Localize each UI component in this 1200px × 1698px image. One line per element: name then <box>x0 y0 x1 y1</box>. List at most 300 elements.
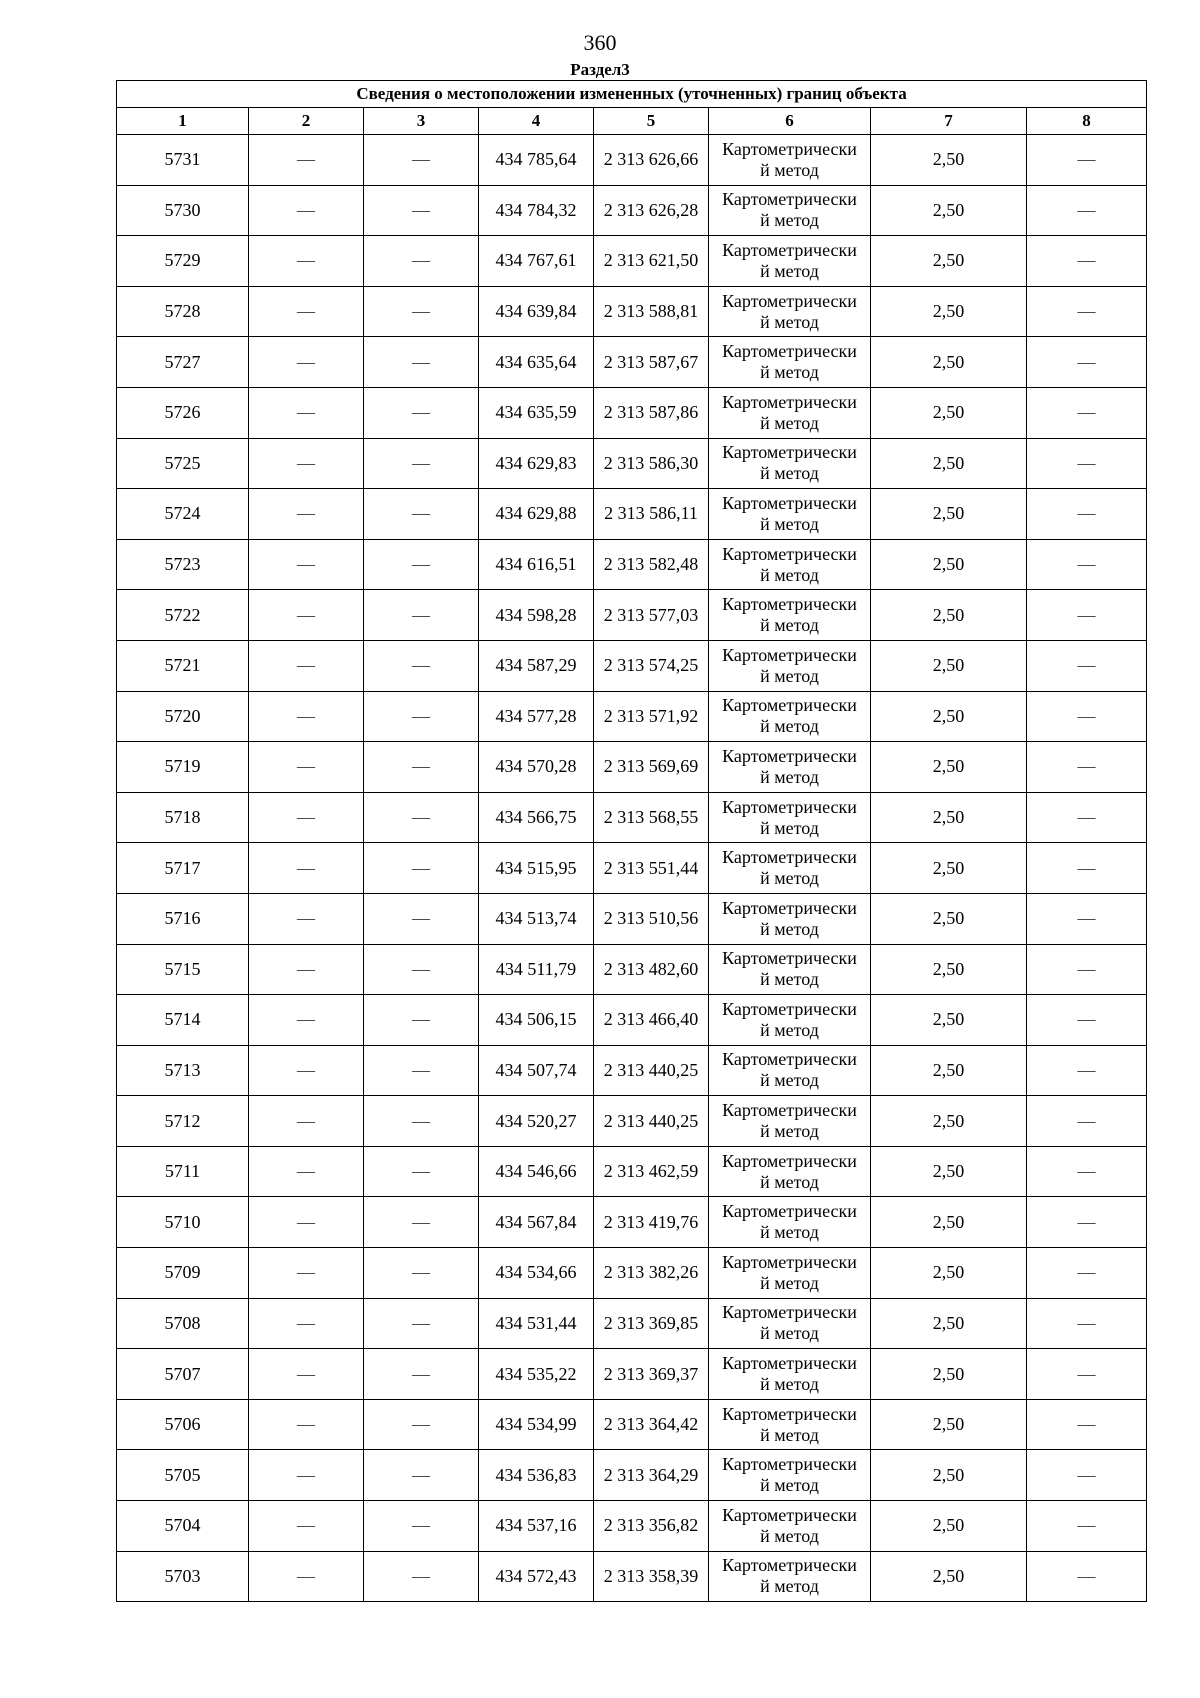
x-coordinate-cell: 434 535,22 <box>479 1349 594 1400</box>
col8-cell: — <box>1027 135 1147 186</box>
x-coordinate-cell: 434 629,88 <box>479 489 594 540</box>
y-coordinate-cell: 2 313 364,42 <box>594 1399 709 1450</box>
point-number-cell: 5720 <box>117 691 249 742</box>
method-cell <box>709 893 871 944</box>
page-number: 360 <box>583 30 617 55</box>
y-coordinate-cell: 2 313 358,39 <box>594 1551 709 1602</box>
table-row <box>117 1248 1147 1299</box>
method-cell <box>709 1349 871 1400</box>
x-coordinate-cell: 434 507,74 <box>479 1045 594 1096</box>
accuracy-cell: 2,50 <box>871 742 1027 793</box>
method-line-1: Картометрически <box>722 391 857 412</box>
method-line-1: Картометрически <box>722 1201 857 1222</box>
table-row <box>117 691 1147 742</box>
col2-cell: — <box>249 135 364 186</box>
y-coordinate-cell: 2 313 577,03 <box>594 590 709 641</box>
x-coordinate-cell: 434 598,28 <box>479 590 594 641</box>
col8-cell: — <box>1027 691 1147 742</box>
point-number-cell: 5705 <box>117 1450 249 1501</box>
col2-cell: — <box>249 1248 364 1299</box>
method-line-2: й метод <box>760 513 819 534</box>
col3-cell: — <box>364 742 479 793</box>
method-cell <box>709 185 871 236</box>
col3-cell: — <box>364 185 479 236</box>
col2-cell: — <box>249 1450 364 1501</box>
col8-cell: — <box>1027 1551 1147 1602</box>
point-number-cell: 5704 <box>117 1501 249 1552</box>
col8-cell: — <box>1027 1045 1147 1096</box>
method-line-2: й метод <box>760 1374 819 1395</box>
point-number-cell: 5717 <box>117 843 249 894</box>
method-cell <box>709 236 871 287</box>
accuracy-cell: 2,50 <box>871 843 1027 894</box>
col2-cell: — <box>249 792 364 843</box>
col8-cell: — <box>1027 236 1147 287</box>
y-coordinate-cell: 2 313 586,11 <box>594 489 709 540</box>
col8-cell: — <box>1027 893 1147 944</box>
method-line-2: й метод <box>760 665 819 686</box>
table-row <box>117 1450 1147 1501</box>
col3-cell: — <box>364 539 479 590</box>
method-line-1: Картометрически <box>722 1504 857 1525</box>
col2-cell: — <box>249 1501 364 1552</box>
method-line-2: й метод <box>760 1171 819 1192</box>
method-cell <box>709 590 871 641</box>
x-coordinate-cell: 434 536,83 <box>479 1450 594 1501</box>
method-cell <box>709 1501 871 1552</box>
accuracy-cell: 2,50 <box>871 489 1027 540</box>
accuracy-cell: 2,50 <box>871 185 1027 236</box>
col8-cell: — <box>1027 1298 1147 1349</box>
x-coordinate-cell: 434 506,15 <box>479 995 594 1046</box>
point-number-cell: 5718 <box>117 792 249 843</box>
col3-cell: — <box>364 387 479 438</box>
col2-cell: — <box>249 691 364 742</box>
accuracy-cell: 2,50 <box>871 337 1027 388</box>
point-number-cell: 5710 <box>117 1197 249 1248</box>
col2-cell: — <box>249 590 364 641</box>
col2-cell: — <box>249 893 364 944</box>
point-number-cell: 5714 <box>117 995 249 1046</box>
col8-cell: — <box>1027 792 1147 843</box>
y-coordinate-cell: 2 313 440,25 <box>594 1096 709 1147</box>
point-number-cell: 5723 <box>117 539 249 590</box>
accuracy-cell: 2,50 <box>871 893 1027 944</box>
point-number-cell: 5719 <box>117 742 249 793</box>
col2-cell: — <box>249 995 364 1046</box>
col8-cell: — <box>1027 1399 1147 1450</box>
y-coordinate-cell: 2 313 587,67 <box>594 337 709 388</box>
col2-cell: — <box>249 539 364 590</box>
col8-cell: — <box>1027 1450 1147 1501</box>
col2-cell: — <box>249 1045 364 1096</box>
method-line-2: й метод <box>760 615 819 636</box>
method-cell <box>709 135 871 186</box>
method-line-2: й метод <box>760 159 819 180</box>
table-row <box>117 944 1147 995</box>
table-row <box>117 1349 1147 1400</box>
col8-cell: — <box>1027 1501 1147 1552</box>
method-line-2: й метод <box>760 1121 819 1142</box>
col2-cell: — <box>249 1197 364 1248</box>
point-number-cell: 5716 <box>117 893 249 944</box>
table-row <box>117 1501 1147 1552</box>
table-row <box>117 640 1147 691</box>
method-cell <box>709 337 871 388</box>
x-coordinate-cell: 434 534,66 <box>479 1248 594 1299</box>
accuracy-cell: 2,50 <box>871 1551 1027 1602</box>
table-row <box>117 1399 1147 1450</box>
method-line-1: Картометрически <box>722 998 857 1019</box>
method-cell <box>709 438 871 489</box>
method-line-2: й метод <box>760 1272 819 1293</box>
col8-cell: — <box>1027 1248 1147 1299</box>
col3-cell: — <box>364 1197 479 1248</box>
method-line-2: й метод <box>760 1323 819 1344</box>
x-coordinate-cell: 434 520,27 <box>479 1096 594 1147</box>
table-row <box>117 438 1147 489</box>
y-coordinate-cell: 2 313 462,59 <box>594 1146 709 1197</box>
method-cell <box>709 1146 871 1197</box>
col8-cell: — <box>1027 337 1147 388</box>
col3-cell: — <box>364 1146 479 1197</box>
col2-cell: — <box>249 1551 364 1602</box>
y-coordinate-cell: 2 313 571,92 <box>594 691 709 742</box>
col2-cell: — <box>249 742 364 793</box>
col8-cell: — <box>1027 286 1147 337</box>
point-number-cell: 5728 <box>117 286 249 337</box>
x-coordinate-cell: 434 577,28 <box>479 691 594 742</box>
method-cell <box>709 1096 871 1147</box>
col8-cell: — <box>1027 590 1147 641</box>
table-row <box>117 1197 1147 1248</box>
x-coordinate-cell: 434 534,99 <box>479 1399 594 1450</box>
y-coordinate-cell: 2 313 582,48 <box>594 539 709 590</box>
column-header: 1 <box>117 108 249 135</box>
point-number-cell: 5708 <box>117 1298 249 1349</box>
col8-cell: — <box>1027 185 1147 236</box>
col8-cell: — <box>1027 1197 1147 1248</box>
col3-cell: — <box>364 590 479 641</box>
col8-cell: — <box>1027 995 1147 1046</box>
method-line-1: Картометрически <box>722 897 857 918</box>
point-number-cell: 5721 <box>117 640 249 691</box>
y-coordinate-cell: 2 313 574,25 <box>594 640 709 691</box>
method-line-2: й метод <box>760 1576 819 1597</box>
method-line-1: Картометрически <box>722 239 857 260</box>
column-header: 7 <box>871 108 1027 135</box>
y-coordinate-cell: 2 313 356,82 <box>594 1501 709 1552</box>
col8-cell: — <box>1027 1146 1147 1197</box>
y-coordinate-cell: 2 313 626,66 <box>594 135 709 186</box>
method-line-1: Картометрически <box>722 948 857 969</box>
y-coordinate-cell: 2 313 440,25 <box>594 1045 709 1096</box>
accuracy-cell: 2,50 <box>871 944 1027 995</box>
accuracy-cell: 2,50 <box>871 1501 1027 1552</box>
table-row <box>117 1045 1147 1096</box>
method-cell <box>709 1045 871 1096</box>
x-coordinate-cell: 434 570,28 <box>479 742 594 793</box>
method-line-2: й метод <box>760 463 819 484</box>
accuracy-cell: 2,50 <box>871 539 1027 590</box>
method-cell <box>709 640 871 691</box>
x-coordinate-cell: 434 566,75 <box>479 792 594 843</box>
accuracy-cell: 2,50 <box>871 1399 1027 1450</box>
method-line-1: Картометрически <box>722 189 857 210</box>
point-number-cell: 5707 <box>117 1349 249 1400</box>
col3-cell: — <box>364 995 479 1046</box>
column-header: 3 <box>364 108 479 135</box>
method-line-1: Картометрически <box>722 543 857 564</box>
point-number-cell: 5711 <box>117 1146 249 1197</box>
x-coordinate-cell: 434 537,16 <box>479 1501 594 1552</box>
method-line-1: Картометрически <box>722 1302 857 1323</box>
column-header: 8 <box>1027 108 1147 135</box>
col2-cell: — <box>249 286 364 337</box>
y-coordinate-cell: 2 313 626,28 <box>594 185 709 236</box>
col2-cell: — <box>249 387 364 438</box>
accuracy-cell: 2,50 <box>871 1096 1027 1147</box>
point-number-cell: 5713 <box>117 1045 249 1096</box>
table-header-row <box>117 108 1147 135</box>
point-number-cell: 5724 <box>117 489 249 540</box>
y-coordinate-cell: 2 313 551,44 <box>594 843 709 894</box>
point-number-cell: 5727 <box>117 337 249 388</box>
accuracy-cell: 2,50 <box>871 438 1027 489</box>
method-line-1: Картометрически <box>722 1150 857 1171</box>
table-row <box>117 995 1147 1046</box>
method-cell <box>709 742 871 793</box>
method-line-1: Картометрически <box>722 745 857 766</box>
method-cell <box>709 995 871 1046</box>
x-coordinate-cell: 434 784,32 <box>479 185 594 236</box>
x-coordinate-cell: 434 546,66 <box>479 1146 594 1197</box>
col2-cell: — <box>249 1349 364 1400</box>
method-cell <box>709 1298 871 1349</box>
col8-cell: — <box>1027 539 1147 590</box>
method-line-1: Картометрически <box>722 1403 857 1424</box>
method-line-2: й метод <box>760 362 819 383</box>
col3-cell: — <box>364 1349 479 1400</box>
x-coordinate-cell: 434 629,83 <box>479 438 594 489</box>
method-line-2: й метод <box>760 564 819 585</box>
point-number-cell: 5725 <box>117 438 249 489</box>
y-coordinate-cell: 2 313 369,37 <box>594 1349 709 1400</box>
method-cell <box>709 792 871 843</box>
col2-cell: — <box>249 640 364 691</box>
point-number-cell: 5703 <box>117 1551 249 1602</box>
y-coordinate-cell: 2 313 482,60 <box>594 944 709 995</box>
column-header: 5 <box>594 108 709 135</box>
table-row <box>117 792 1147 843</box>
method-line-2: й метод <box>760 716 819 737</box>
col3-cell: — <box>364 893 479 944</box>
x-coordinate-cell: 434 587,29 <box>479 640 594 691</box>
method-line-1: Картометрически <box>722 1555 857 1576</box>
method-line-1: Картометрически <box>722 290 857 311</box>
method-line-2: й метод <box>760 969 819 990</box>
accuracy-cell: 2,50 <box>871 1248 1027 1299</box>
y-coordinate-cell: 2 313 364,29 <box>594 1450 709 1501</box>
accuracy-cell: 2,50 <box>871 1045 1027 1096</box>
method-line-2: й метод <box>760 766 819 787</box>
col8-cell: — <box>1027 387 1147 438</box>
col3-cell: — <box>364 1045 479 1096</box>
table-row <box>117 1298 1147 1349</box>
col2-cell: — <box>249 843 364 894</box>
table-row <box>117 489 1147 540</box>
method-cell <box>709 1399 871 1450</box>
method-line-1: Картометрически <box>722 492 857 513</box>
col2-cell: — <box>249 185 364 236</box>
col3-cell: — <box>364 1399 479 1450</box>
column-header: 6 <box>709 108 871 135</box>
table-row <box>117 742 1147 793</box>
method-line-2: й метод <box>760 1424 819 1445</box>
col2-cell: — <box>249 489 364 540</box>
method-cell <box>709 1248 871 1299</box>
method-line-1: Картометрически <box>722 847 857 868</box>
col3-cell: — <box>364 1501 479 1552</box>
x-coordinate-cell: 434 785,64 <box>479 135 594 186</box>
col8-cell: — <box>1027 438 1147 489</box>
method-line-1: Картометрически <box>722 594 857 615</box>
method-line-2: й метод <box>760 918 819 939</box>
method-cell <box>709 1551 871 1602</box>
coordinates-table <box>116 80 1147 1602</box>
col8-cell: — <box>1027 843 1147 894</box>
method-line-2: й метод <box>760 311 819 332</box>
accuracy-cell: 2,50 <box>871 236 1027 287</box>
col3-cell: — <box>364 489 479 540</box>
col2-cell: — <box>249 1298 364 1349</box>
accuracy-cell: 2,50 <box>871 135 1027 186</box>
x-coordinate-cell: 434 635,59 <box>479 387 594 438</box>
method-line-1: Картометрически <box>722 644 857 665</box>
accuracy-cell: 2,50 <box>871 792 1027 843</box>
y-coordinate-cell: 2 313 419,76 <box>594 1197 709 1248</box>
accuracy-cell: 2,50 <box>871 387 1027 438</box>
x-coordinate-cell: 434 567,84 <box>479 1197 594 1248</box>
col3-cell: — <box>364 1551 479 1602</box>
method-line-1: Картометрически <box>722 138 857 159</box>
col2-cell: — <box>249 438 364 489</box>
method-cell <box>709 539 871 590</box>
col8-cell: — <box>1027 1096 1147 1147</box>
x-coordinate-cell: 434 513,74 <box>479 893 594 944</box>
accuracy-cell: 2,50 <box>871 1450 1027 1501</box>
accuracy-cell: 2,50 <box>871 1146 1027 1197</box>
y-coordinate-cell: 2 313 586,30 <box>594 438 709 489</box>
table-row <box>117 1146 1147 1197</box>
col3-cell: — <box>364 438 479 489</box>
col8-cell: — <box>1027 1349 1147 1400</box>
point-number-cell: 5706 <box>117 1399 249 1450</box>
method-line-2: й метод <box>760 1019 819 1040</box>
col2-cell: — <box>249 944 364 995</box>
col3-cell: — <box>364 1298 479 1349</box>
y-coordinate-cell: 2 313 621,50 <box>594 236 709 287</box>
method-line-1: Картометрически <box>722 1353 857 1374</box>
table-row <box>117 135 1147 186</box>
x-coordinate-cell: 434 639,84 <box>479 286 594 337</box>
method-line-2: й метод <box>760 412 819 433</box>
table-row <box>117 843 1147 894</box>
method-cell <box>709 286 871 337</box>
y-coordinate-cell: 2 313 568,55 <box>594 792 709 843</box>
method-line-1: Картометрически <box>722 1251 857 1272</box>
accuracy-cell: 2,50 <box>871 995 1027 1046</box>
table-row <box>117 236 1147 287</box>
y-coordinate-cell: 2 313 587,86 <box>594 387 709 438</box>
col3-cell: — <box>364 1248 479 1299</box>
col3-cell: — <box>364 640 479 691</box>
method-line-1: Картометрически <box>722 442 857 463</box>
table-row <box>117 1096 1147 1147</box>
method-line-1: Картометрически <box>722 695 857 716</box>
method-line-1: Картометрически <box>722 1049 857 1070</box>
col8-cell: — <box>1027 742 1147 793</box>
col3-cell: — <box>364 792 479 843</box>
table-caption-row <box>117 81 1147 108</box>
table-row <box>117 590 1147 641</box>
col8-cell: — <box>1027 944 1147 995</box>
accuracy-cell: 2,50 <box>871 691 1027 742</box>
table-row <box>117 1551 1147 1602</box>
point-number-cell: 5731 <box>117 135 249 186</box>
method-line-1: Картометрически <box>722 1100 857 1121</box>
method-line-2: й метод <box>760 210 819 231</box>
section-title: Раздел3 <box>570 60 630 79</box>
point-number-cell: 5709 <box>117 1248 249 1299</box>
table-row <box>117 286 1147 337</box>
method-cell <box>709 691 871 742</box>
y-coordinate-cell: 2 313 569,69 <box>594 742 709 793</box>
col3-cell: — <box>364 1450 479 1501</box>
col2-cell: — <box>249 1096 364 1147</box>
point-number-cell: 5729 <box>117 236 249 287</box>
table-row <box>117 539 1147 590</box>
x-coordinate-cell: 434 515,95 <box>479 843 594 894</box>
method-line-2: й метод <box>760 1222 819 1243</box>
y-coordinate-cell: 2 313 510,56 <box>594 893 709 944</box>
table-row <box>117 337 1147 388</box>
method-cell <box>709 843 871 894</box>
col3-cell: — <box>364 135 479 186</box>
x-coordinate-cell: 434 572,43 <box>479 1551 594 1602</box>
point-number-cell: 5722 <box>117 590 249 641</box>
method-line-1: Картометрически <box>722 341 857 362</box>
table-row <box>117 893 1147 944</box>
method-cell <box>709 387 871 438</box>
point-number-cell: 5715 <box>117 944 249 995</box>
col2-cell: — <box>249 1146 364 1197</box>
x-coordinate-cell: 434 635,64 <box>479 337 594 388</box>
table-caption: Сведения о местоположении измененных (уточненных) границ объекта <box>117 81 1147 108</box>
col3-cell: — <box>364 691 479 742</box>
method-line-2: й метод <box>760 1070 819 1091</box>
method-line-2: й метод <box>760 1475 819 1496</box>
point-number-cell: 5730 <box>117 185 249 236</box>
accuracy-cell: 2,50 <box>871 1298 1027 1349</box>
col8-cell: — <box>1027 640 1147 691</box>
method-line-1: Картометрически <box>722 1454 857 1475</box>
col3-cell: — <box>364 337 479 388</box>
accuracy-cell: 2,50 <box>871 286 1027 337</box>
col2-cell: — <box>249 236 364 287</box>
table-row <box>117 387 1147 438</box>
accuracy-cell: 2,50 <box>871 640 1027 691</box>
